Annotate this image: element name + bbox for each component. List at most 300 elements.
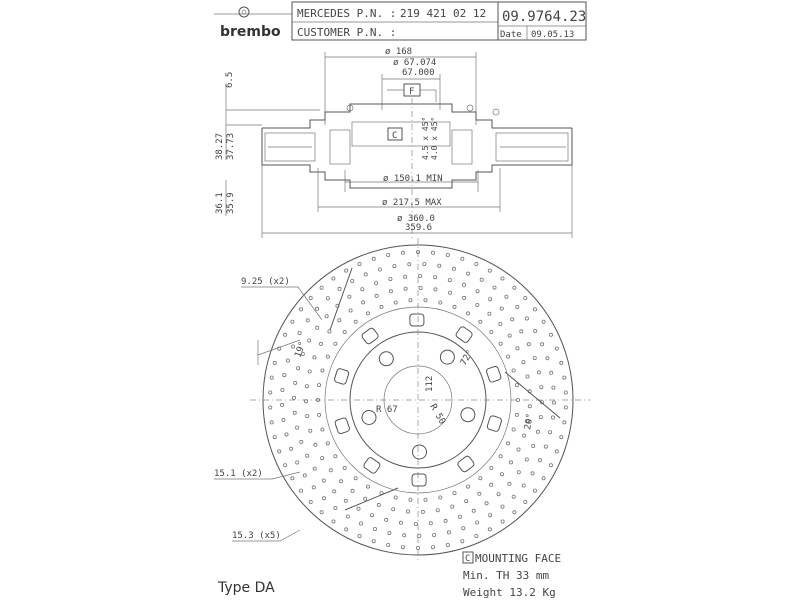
drill-hole (293, 411, 296, 414)
drill-hole (278, 450, 281, 453)
drill-hole (528, 405, 531, 408)
drill-hole (361, 288, 364, 291)
drill-hole (549, 333, 552, 336)
drill-hole (321, 457, 324, 460)
drill-hole (399, 521, 402, 524)
drill-hole (322, 497, 325, 500)
drill-hole (273, 361, 276, 364)
drill-hole (516, 305, 519, 308)
drill-hole (312, 486, 315, 489)
drill-hole (526, 375, 529, 378)
drill-hole (408, 263, 411, 266)
drill-hole (328, 330, 331, 333)
drill-hole (362, 301, 365, 304)
drill-hole (429, 522, 432, 525)
drill-hole (380, 305, 383, 308)
angle-72: 72° (458, 348, 476, 368)
drill-hole (520, 330, 523, 333)
drill-hole (394, 301, 397, 304)
weight: Weight 13.2 Kg (463, 586, 556, 599)
drill-hole (542, 477, 545, 480)
drill-hole (321, 369, 324, 372)
drill-hole (513, 286, 516, 289)
drill-hole (300, 440, 303, 443)
drill-hole (439, 496, 442, 499)
drill-hole (560, 361, 563, 364)
drill-hole (551, 416, 554, 419)
drill-hole (563, 421, 566, 424)
drill-hole (531, 472, 534, 475)
drill-hole (453, 492, 456, 495)
mounting-code: C (465, 554, 471, 564)
drill-hole (431, 546, 434, 549)
drill-hole (282, 418, 285, 421)
drill-hole (389, 290, 392, 293)
drill-hole (345, 528, 348, 531)
front-view (214, 238, 590, 560)
drill-hole (284, 464, 287, 467)
drill-hole (308, 339, 311, 342)
drill-hole (364, 497, 367, 500)
drill-hole (296, 426, 299, 429)
brembo-logo-icon (239, 7, 249, 17)
dim-359-6: 359.6 (405, 223, 433, 233)
drill-hole (525, 317, 528, 320)
drill-hole (290, 447, 293, 450)
drill-hole (423, 263, 426, 266)
drill-hole (343, 466, 346, 469)
drill-hole (475, 262, 478, 265)
drill-hole (370, 514, 373, 517)
dim-35-9: 35.9 (226, 192, 236, 214)
disc-top-outline (262, 104, 572, 128)
drill-hole (542, 320, 545, 323)
drill-hole (465, 500, 468, 503)
drill-hole (533, 308, 536, 311)
drill-hole (294, 381, 297, 384)
drill-hole (273, 436, 276, 439)
drill-hole (424, 299, 427, 302)
drill-hole (316, 326, 319, 329)
drill-hole (358, 534, 361, 537)
drill-hole (461, 257, 464, 260)
float-bobbin (363, 456, 381, 474)
drill-hole (269, 391, 272, 394)
drill-hole (446, 253, 449, 256)
drill-hole (552, 386, 555, 389)
drill-hole (452, 267, 455, 270)
dim-36-1: 36.1 (215, 192, 225, 214)
drill-hole (326, 442, 329, 445)
drill-hole (479, 320, 482, 323)
float-bobbin (457, 455, 475, 473)
drill-hole (480, 278, 483, 281)
drill-hole (338, 287, 341, 290)
drill-hole (463, 296, 466, 299)
date-label: Date (500, 30, 522, 40)
drill-hole (296, 461, 299, 464)
date-value: 09.05.13 (531, 30, 575, 40)
drill-hole (507, 442, 510, 445)
drill-hole (392, 508, 395, 511)
drill-hole (493, 286, 496, 289)
drill-hole (512, 495, 515, 498)
drill-hole (490, 483, 493, 486)
drill-hole (349, 309, 352, 312)
drill-hole (508, 334, 511, 337)
drill-hole (334, 342, 337, 345)
drill-hole (434, 276, 437, 279)
drill-hole (524, 296, 527, 299)
drill-hole (447, 531, 450, 534)
dim-37-73: 37.73 (226, 132, 236, 160)
drill-hole (358, 262, 361, 265)
dim-r50: R 50 (427, 402, 447, 427)
float-bobbin (410, 314, 424, 326)
drill-hole (563, 376, 566, 379)
drill-hole (533, 357, 536, 360)
drill-hole (333, 490, 336, 493)
drill-hole (500, 307, 503, 310)
drill-hole (284, 333, 287, 336)
drill-hole (291, 320, 294, 323)
dim-150-1: ø 150.1 MIN (383, 174, 443, 184)
drill-hole (424, 498, 427, 501)
drill-hole (564, 391, 567, 394)
float-bobbin (334, 417, 350, 434)
drill-hole (490, 466, 493, 469)
drill-hole (299, 489, 302, 492)
drill-hole (497, 493, 500, 496)
drill-hole (555, 347, 558, 350)
drill-hole (313, 467, 316, 470)
specs-block (463, 552, 561, 599)
drill-hole (489, 298, 492, 301)
drill-hole (436, 509, 439, 512)
drill-hole (479, 477, 482, 480)
float-bobbin (455, 326, 473, 344)
drill-hole (522, 484, 525, 487)
drill-hole (549, 464, 552, 467)
mounting-face: MOUNTING FACE (475, 552, 562, 565)
drill-hole (446, 543, 449, 546)
drill-hole (522, 361, 525, 364)
wheel-bolt-hole (440, 350, 454, 364)
drill-hole (351, 279, 354, 282)
drill-hole (507, 355, 510, 358)
drill-hole (394, 496, 397, 499)
drill-hole (309, 429, 312, 432)
drill-hole (438, 264, 441, 267)
float-bobbin (412, 474, 426, 486)
drill-hole (364, 273, 367, 276)
drill-hole (409, 498, 412, 501)
drill-hole (499, 455, 502, 458)
drill-hole (439, 301, 442, 304)
drill-hole (449, 291, 452, 294)
drill-hole (387, 543, 390, 546)
drill-hole (489, 514, 492, 517)
dim-chamfer-b: 4.0 x 45° (430, 116, 439, 160)
drill-hole (354, 320, 357, 323)
drill-hole (283, 374, 286, 377)
drill-hole (472, 509, 475, 512)
slot-3 (345, 488, 398, 510)
drill-hole (309, 296, 312, 299)
drill-hole (490, 330, 493, 333)
drill-hole (513, 511, 516, 514)
drill-hole (339, 480, 342, 483)
brand-name: brembo (220, 24, 281, 40)
drill-hole (401, 546, 404, 549)
drill-hole (292, 396, 295, 399)
drill-hole (419, 286, 422, 289)
drill-hole (453, 305, 456, 308)
drill-hole (512, 428, 515, 431)
drill-hole (451, 505, 454, 508)
wheel-bolt-hole (379, 352, 393, 366)
drill-hole (306, 454, 309, 457)
drill-hole (366, 312, 369, 315)
dim-6-5: 6.5 (225, 71, 235, 88)
mercedes-pn-label: MERCEDES P.N. : (297, 7, 397, 20)
drill-hole (313, 356, 316, 359)
drill-hole (332, 520, 335, 523)
drill-hole (466, 312, 469, 315)
type-label: Type DA (218, 580, 275, 596)
drill-hole (466, 485, 469, 488)
drill-hole (357, 507, 360, 510)
header-block (214, 2, 586, 40)
drill-hole (501, 520, 504, 523)
drill-hole (318, 413, 321, 416)
drill-hole (560, 436, 563, 439)
label-15-1: 15.1 (x2) (214, 469, 263, 479)
drill-hole (462, 283, 465, 286)
drill-hole (462, 527, 465, 530)
drill-hole (372, 540, 375, 543)
drill-hole (527, 343, 530, 346)
drill-hole (309, 500, 312, 503)
drill-hole (505, 295, 508, 298)
drill-hole (303, 474, 306, 477)
drill-hole (478, 492, 481, 495)
drill-hole (281, 388, 284, 391)
drill-hole (308, 370, 311, 373)
drill-hole (345, 269, 348, 272)
drill-hole (516, 347, 519, 350)
drill-hole (343, 330, 346, 333)
drill-hole (325, 315, 328, 318)
drill-hole (334, 506, 337, 509)
dim-chamfer-a: 4.5 x 45° (421, 116, 430, 160)
drill-hole (297, 367, 300, 370)
drill-hole (346, 515, 349, 518)
drill-hole (320, 511, 323, 514)
drill-hole (534, 329, 537, 332)
float-bobbin (361, 327, 379, 345)
drill-hole (406, 510, 409, 513)
drill-hole (525, 458, 528, 461)
drill-hole (314, 443, 317, 446)
drill-hole (306, 415, 309, 418)
drill-hole (488, 269, 491, 272)
angle-19: 19° (293, 340, 309, 360)
drill-hole (403, 534, 406, 537)
drill-hole (286, 359, 289, 362)
float-bobbin (486, 366, 502, 383)
drill-hole (541, 343, 544, 346)
drill-hole (414, 522, 417, 525)
drill-hole (306, 319, 309, 322)
drill-hole (401, 251, 404, 254)
drill-hole (475, 534, 478, 537)
drill-hole (334, 455, 337, 458)
wheel-bolt-hole (461, 408, 475, 422)
drill-hole (485, 502, 488, 505)
drill-hole (537, 371, 540, 374)
drill-hole (499, 342, 502, 345)
part-number: 09.9764.23 (502, 9, 587, 25)
drill-hole (321, 428, 324, 431)
drill-hole (359, 522, 362, 525)
drill-hole (539, 416, 542, 419)
drill-hole (515, 384, 518, 387)
drill-hole (351, 489, 354, 492)
drill-hole (318, 384, 321, 387)
drill-hole (270, 421, 273, 424)
drill-hole (329, 469, 332, 472)
drill-hole (344, 499, 347, 502)
drill-hole (515, 413, 518, 416)
drill-hole (418, 534, 421, 537)
drill-hole (533, 489, 536, 492)
angle-20: 20° (523, 412, 536, 431)
float-bobbin (334, 368, 350, 385)
drill-hole (555, 450, 558, 453)
drill-hole (298, 331, 301, 334)
label-9-25: 9.25 (x2) (241, 277, 290, 287)
drill-hole (319, 342, 322, 345)
drill-hole (388, 531, 391, 534)
drill-hole (501, 277, 504, 280)
drill-hole (549, 431, 552, 434)
slot-2 (505, 372, 560, 418)
drill-hole (476, 521, 479, 524)
drill-hole (332, 277, 335, 280)
dim-r67: R 67 (376, 405, 398, 415)
drill-hole (509, 461, 512, 464)
drill-hole (500, 473, 503, 476)
drill-hole (461, 540, 464, 543)
min-thickness: Min. TH 33 mm (463, 569, 550, 582)
wheel-bolt-hole (413, 445, 427, 459)
drill-hole (431, 251, 434, 254)
drill-hole (517, 448, 520, 451)
drill-hole (546, 357, 549, 360)
drill-hole (316, 307, 319, 310)
drill-hole (404, 275, 407, 278)
drill-hole (404, 287, 407, 290)
drill-hole (523, 434, 526, 437)
dim-38-27: 38.27 (215, 132, 225, 160)
drill-hole (536, 430, 539, 433)
drill-hole (270, 376, 273, 379)
wheel-bolt-hole (362, 411, 376, 425)
drill-hole (326, 297, 329, 300)
drill-hole (385, 518, 388, 521)
drill-hole (291, 477, 294, 480)
float-bobbin (487, 415, 503, 432)
drill-hole (372, 257, 375, 260)
drill-hole (285, 433, 288, 436)
drill-hole (511, 318, 514, 321)
drill-hole (326, 355, 329, 358)
dim-168: ø 168 (385, 47, 413, 57)
side-view (215, 47, 572, 240)
drill-hole (348, 295, 351, 298)
drill-hole (305, 385, 308, 388)
drill-hole (269, 406, 272, 409)
drill-hole (517, 471, 520, 474)
drill-hole (389, 278, 392, 281)
drill-hole (458, 515, 461, 518)
drill-hole (320, 286, 323, 289)
drill-hole (512, 369, 515, 372)
drill-hole (377, 503, 380, 506)
drill-hole (375, 294, 378, 297)
drill-hole (476, 303, 479, 306)
mercedes-pn-value: 219 421 02 12 (400, 7, 487, 20)
drill-hole (338, 319, 341, 322)
label-15-3: 15.3 (x5) (232, 531, 281, 541)
dim-67-000: 67.000 (402, 68, 435, 78)
customer-pn-label: CUSTOMER P.N. : (297, 26, 397, 39)
drill-hole (564, 406, 567, 409)
drill-hole (508, 482, 511, 485)
drill-hole (532, 444, 535, 447)
drill-hole (409, 299, 412, 302)
drill-hole (467, 272, 470, 275)
drill-hole (501, 505, 504, 508)
drill-hole (552, 401, 555, 404)
datum-f: F (409, 87, 415, 97)
drill-hole (524, 500, 527, 503)
drill-hole (538, 459, 541, 462)
dim-67-074: ø 67.074 (393, 58, 437, 68)
drill-hole (488, 312, 491, 315)
drill-hole (291, 345, 294, 348)
drill-hole (299, 308, 302, 311)
drill-hole (375, 282, 378, 285)
drill-hole (354, 477, 357, 480)
drill-hole (434, 288, 437, 291)
drill-hole (421, 510, 424, 513)
drill-hole (540, 386, 543, 389)
drill-hole (550, 371, 553, 374)
datum-c: C (392, 131, 398, 141)
drill-hole (544, 445, 547, 448)
drill-hole (444, 519, 447, 522)
drill-hole (393, 265, 396, 268)
drill-hole (488, 528, 491, 531)
dim-112: 112 (425, 375, 435, 392)
drill-hole (499, 322, 502, 325)
drill-hole (322, 479, 325, 482)
drill-hole (366, 485, 369, 488)
drill-hole (373, 527, 376, 530)
drill-hole (281, 403, 284, 406)
